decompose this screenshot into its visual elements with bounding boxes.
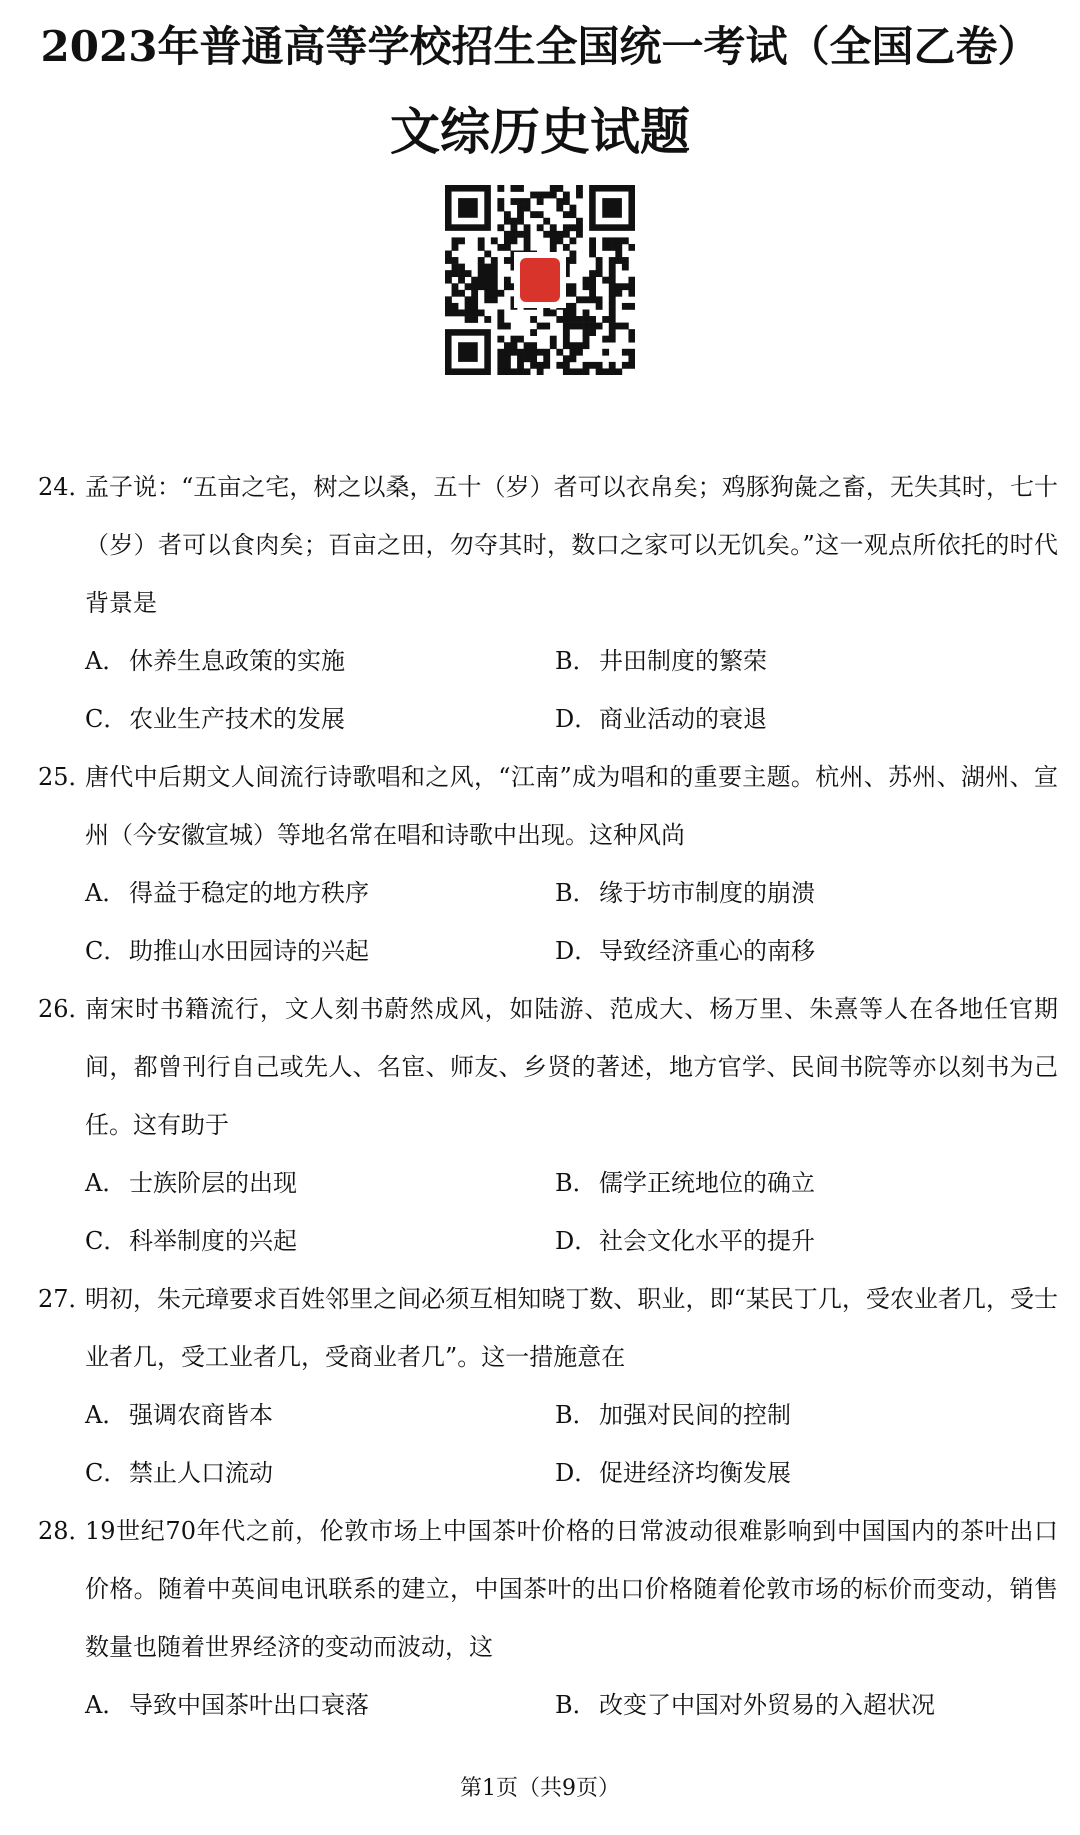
option-letter: D． [555, 1459, 599, 1487]
question-stem [38, 1502, 1058, 1676]
option-b[interactable] [555, 632, 1025, 690]
question-number: 27． [38, 1285, 93, 1313]
option-text: 井田制度的繁荣 [599, 647, 767, 675]
option-letter: B． [555, 1169, 597, 1197]
question-26 [0, 980, 1080, 1270]
option-text: 导致经济重心的南移 [599, 937, 815, 965]
question-text: 19世纪70年代之前，伦敦市场上中国茶叶价格的日常波动很难影响到中国国内的茶叶出口价格。随着中英间电讯联系的建立，中国茶叶的出口价格随着伦敦市场的标价而变动，销售数量也随着世界经济的变动而波动，这 [85, 1517, 1058, 1661]
option-text: 商业活动的衰退 [599, 705, 767, 733]
option-text: 农业生产技术的发展 [129, 705, 345, 733]
option-text: 强调农商皆本 [129, 1401, 273, 1429]
question-stem [38, 1270, 1058, 1386]
question-25 [0, 748, 1080, 980]
question-number: 25． [38, 763, 93, 791]
question-text: 唐代中后期文人间流行诗歌唱和之风，“江南”成为唱和的重要主题。杭州、苏州、湖州、宣州（今安徽宣城）等地名常在唱和诗歌中出现。这种风尚 [85, 763, 1058, 849]
option-a[interactable] [85, 1154, 555, 1212]
option-c[interactable] [85, 1444, 555, 1502]
option-list [85, 632, 1055, 748]
option-b[interactable] [555, 1386, 1025, 1444]
option-letter: B． [555, 1401, 597, 1429]
option-a[interactable] [85, 1676, 555, 1734]
option-text: 缘于坊市制度的崩溃 [599, 879, 815, 907]
exam-subtitle: 文综历史试题 [390, 102, 690, 161]
option-letter: A． [85, 1691, 127, 1719]
option-text: 禁止人口流动 [129, 1459, 273, 1487]
option-text: 社会文化水平的提升 [599, 1227, 815, 1255]
option-b[interactable] [555, 1676, 1025, 1734]
option-letter: D． [555, 705, 599, 733]
option-text: 休养生息政策的实施 [129, 647, 345, 675]
question-text: 孟子说：“五亩之宅，树之以桑，五十（岁）者可以衣帛矣；鸡豚狗彘之畜，无失其时，七十（岁）者可以食肉矣；百亩之田，勿夺其时，数口之家可以无饥矣。”这一观点所依托的时代背景是 [85, 473, 1058, 617]
question-number: 28． [38, 1517, 93, 1545]
question-number: 26． [38, 995, 93, 1023]
qr-code-icon [445, 185, 635, 375]
question-28 [0, 1502, 1080, 1734]
option-b[interactable] [555, 1154, 1025, 1212]
option-letter: A． [85, 647, 127, 675]
option-text: 改变了中国对外贸易的入超状况 [599, 1691, 935, 1719]
option-d[interactable] [555, 1444, 1025, 1502]
option-a[interactable] [85, 864, 555, 922]
question-24 [0, 458, 1080, 748]
option-list [85, 864, 1055, 980]
question-text: 明初，朱元璋要求百姓邻里之间必须互相知晓丁数、职业，即“某民丁几，受农业者几，受士业者几，受工业者几，受商业者几”。这一措施意在 [85, 1285, 1058, 1371]
option-letter: B． [555, 647, 597, 675]
option-a[interactable] [85, 1386, 555, 1444]
question-stem [38, 748, 1058, 864]
option-letter: D． [555, 937, 599, 965]
option-letter: B． [555, 1691, 597, 1719]
option-d[interactable] [555, 1212, 1025, 1270]
option-letter: C． [85, 1459, 128, 1487]
option-letter: B． [555, 879, 597, 907]
option-a[interactable] [85, 632, 555, 690]
question-stem [38, 458, 1058, 632]
question-number: 24． [38, 473, 93, 501]
option-text: 士族阶层的出现 [129, 1169, 297, 1197]
option-text: 促进经济均衡发展 [599, 1459, 791, 1487]
question-27 [0, 1270, 1080, 1502]
option-text: 导致中国茶叶出口衰落 [129, 1691, 369, 1719]
option-list [85, 1154, 1055, 1270]
option-letter: C． [85, 937, 128, 965]
option-d[interactable] [555, 690, 1025, 748]
option-text: 得益于稳定的地方秩序 [129, 879, 369, 907]
option-letter: D． [555, 1227, 599, 1255]
option-letter: A． [85, 1401, 127, 1429]
option-c[interactable] [85, 922, 555, 980]
option-letter: A． [85, 1169, 127, 1197]
question-list [0, 458, 1080, 1734]
option-letter: C． [85, 1227, 128, 1255]
option-letter: C． [85, 705, 128, 733]
option-list [85, 1386, 1055, 1502]
question-stem [38, 980, 1058, 1154]
option-text: 助推山水田园诗的兴起 [129, 937, 369, 965]
option-text: 儒学正统地位的确立 [599, 1169, 815, 1197]
option-c[interactable] [85, 1212, 555, 1270]
option-c[interactable] [85, 690, 555, 748]
option-d[interactable] [555, 922, 1025, 980]
page-number: 第1页（共9页） [460, 1776, 620, 1801]
exam-title: 2023年普通高等学校招生全国统一考试（全国乙卷） [40, 22, 1040, 71]
option-text: 科举制度的兴起 [129, 1227, 297, 1255]
option-text: 加强对民间的控制 [599, 1401, 791, 1429]
question-text: 南宋时书籍流行，文人刻书蔚然成风，如陆游、范成大、杨万里、朱熹等人在各地任官期间，都曾刊行自己或先人、名宦、师友、乡贤的著述，地方官学、民间书院等亦以刻书为己任。这有助于 [85, 995, 1058, 1139]
option-list [85, 1676, 1055, 1734]
option-b[interactable] [555, 864, 1025, 922]
option-letter: A． [85, 879, 127, 907]
